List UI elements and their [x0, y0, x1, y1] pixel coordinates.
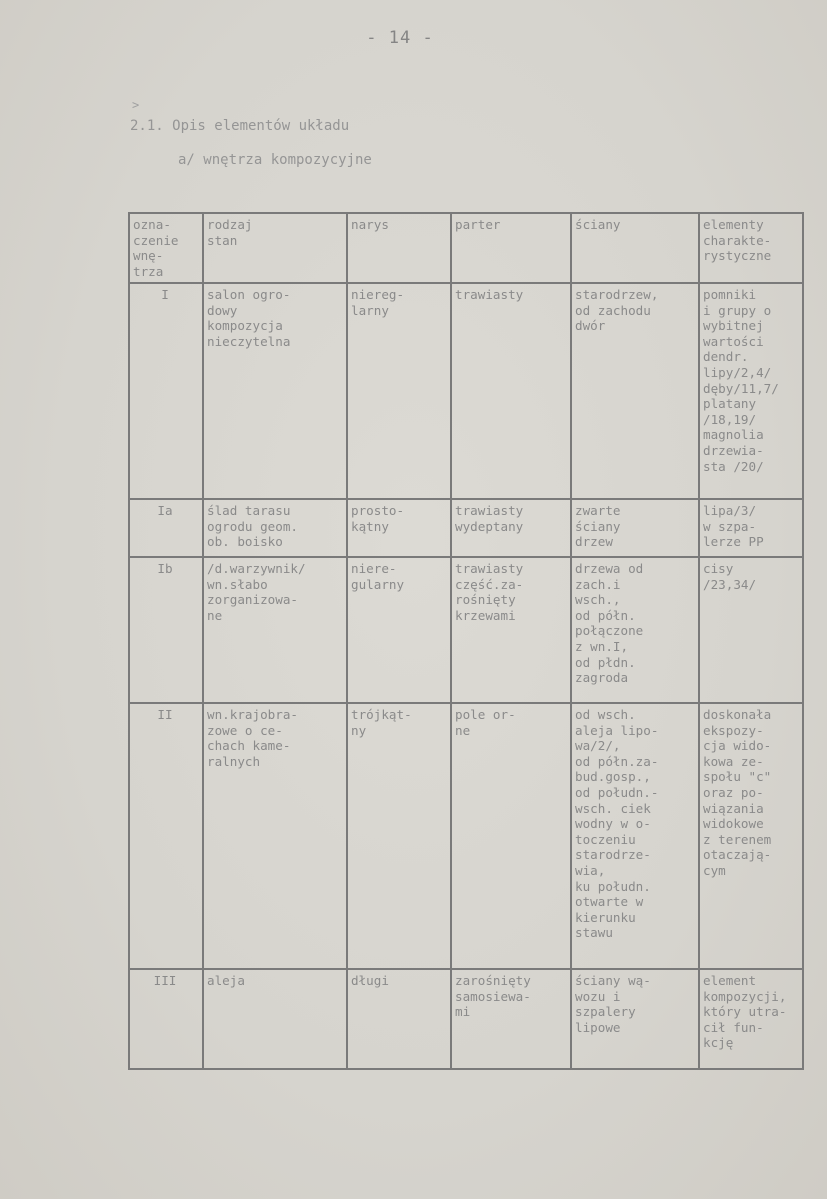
table-cell: aleja — [203, 969, 347, 1069]
table-cell: drzewa od zach.i wsch., od półn. połączone z wn.I, od płdn. zagroda — [571, 557, 699, 703]
header-cell-type-state: rodzaj stan — [203, 213, 347, 283]
table-cell: trójkąt- ny — [347, 703, 451, 969]
table-row — [129, 499, 803, 557]
table-cell: Ia — [129, 499, 203, 557]
table-cell: lipa/3/ w szpa- lerze PP — [699, 499, 803, 557]
table-cell: ślad tarasu ogrodu geom. ob. boisko — [203, 499, 347, 557]
table-cell: długi — [347, 969, 451, 1069]
table-cell: starodrzew, od zachodu dwór — [571, 283, 699, 499]
header-cell-walls: ściany — [571, 213, 699, 283]
table-cell: trawiasty wydeptany — [451, 499, 571, 557]
table-cell: III — [129, 969, 203, 1069]
table-cell: II — [129, 703, 203, 969]
table-cell: prosto- kątny — [347, 499, 451, 557]
header-cell-ground: parter — [451, 213, 571, 283]
subsection-title: a/ wnętrza kompozycyjne — [178, 152, 372, 168]
table-row — [129, 557, 803, 703]
table-cell: salon ogro- dowy kompozycja nieczytelna — [203, 283, 347, 499]
table-cell: pomniki i grupy o wybitnej wartości dendr. lipy/2,4/ dęby/11,7/ platany /18,19/ magnolia drzewia- sta /20/ — [699, 283, 803, 499]
table-cell: Ib — [129, 557, 203, 703]
table-cell: trawiasty część.za- rośnięty krzewami — [451, 557, 571, 703]
table-cell: niereg- larny — [347, 283, 451, 499]
table-cell: ściany wą- wozu i szpalery lipowe — [571, 969, 699, 1069]
table-cell: niere- gularny — [347, 557, 451, 703]
table-cell: wn.krajobra- zowe o ce- chach kame- ralnych — [203, 703, 347, 969]
table-cell: zarośnięty samosiewa- mi — [451, 969, 571, 1069]
table-header-row — [129, 213, 803, 283]
table-cell: trawiasty — [451, 283, 571, 499]
header-cell-designation: ozna- czenie wnę- trza — [129, 213, 203, 283]
table-cell: zwarte ściany drzew — [571, 499, 699, 557]
table-cell: I — [129, 283, 203, 499]
page-number: - 14 - — [366, 28, 434, 48]
table-cell: /d.warzywnik/ wn.słabo zorganizowa- ne — [203, 557, 347, 703]
table-cell: cisy /23,34/ — [699, 557, 803, 703]
inventory-table — [128, 212, 804, 1070]
table-cell: element kompozycji, który utra- cił fun- kcję — [699, 969, 803, 1069]
table-row — [129, 969, 803, 1069]
margin-mark: > — [132, 98, 140, 112]
table-row — [129, 283, 803, 499]
table-cell: od wsch. aleja lipo- wa/2/, od półn.za- bud.gosp., od połudn.- wsch. ciek wodny w o- toczeniu starodrze- wia, ku połudn. otwarte w kierunku stawu — [571, 703, 699, 969]
table-cell: doskonała ekspozy- cja wido- kowa ze- społu "c" oraz po- wiązania widokowe z terenem otaczają- cym — [699, 703, 803, 969]
table-row — [129, 703, 803, 969]
header-cell-outline: narys — [347, 213, 451, 283]
header-cell-features: elementy charakte- rystyczne — [699, 213, 803, 283]
section-title: 2.1. Opis elementów układu — [130, 118, 350, 134]
table-cell: pole or- ne — [451, 703, 571, 969]
